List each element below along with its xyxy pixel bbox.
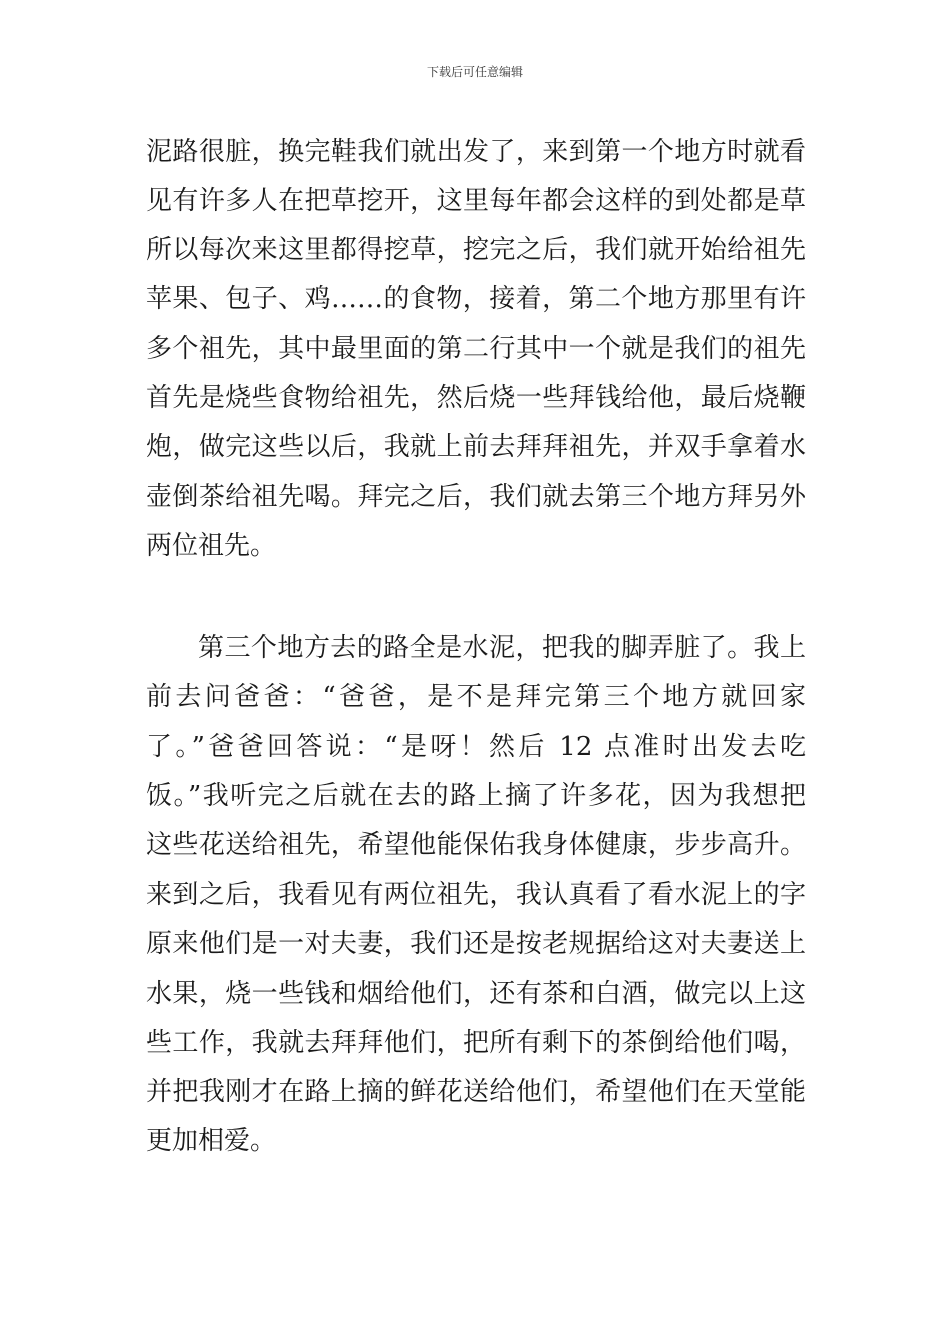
paragraph-line: 并把我刚才在路上摘的鲜花送给他们，希望他们在天堂能 <box>146 1077 806 1107</box>
paragraph-line: 来到之后，我看见有两位祖先，我认真看了看水泥上的字 <box>146 880 806 910</box>
paragraph-line: 前去问爸爸：“爸爸，是不是拜完第三个地方就回家 <box>146 682 806 712</box>
paragraph-line: 了。”爸爸回答说：“是呀！然后 12 点准时出发去吃 <box>146 732 806 762</box>
page-header: 下载后可任意编辑 <box>426 65 523 79</box>
paragraph-line: 多个祖先，其中最里面的第二行其中一个就是我们的祖先 <box>146 334 806 364</box>
paragraph-line: 更加相爱。 <box>146 1126 277 1156</box>
paragraph-line: 这些花送给祖先，希望他能保佑我身体健康，步步高升。 <box>146 830 806 860</box>
paragraph-line: 些工作，我就去拜拜他们，把所有剩下的茶倒给他们喝， <box>146 1028 806 1058</box>
paragraph-line: 泥路很脏，换完鞋我们就出发了，来到第一个地方时就看 <box>146 137 806 167</box>
paragraph-line: 原来他们是一对夫妻，我们还是按老规据给这对夫妻送上 <box>146 929 806 959</box>
paragraph-line: 见有许多人在把草挖开，这里每年都会这样的到处都是草 <box>146 186 806 216</box>
paragraph-line: 壶倒茶给祖先喝。拜完之后，我们就去第三个地方拜另外 <box>146 482 806 512</box>
paragraph-line: 首先是烧些食物给祖先，然后烧一些拜钱给他，最后烧鞭 <box>146 383 806 413</box>
paragraph-line: 所以每次来这里都得挖草，挖完之后，我们就开始给祖先 <box>146 235 806 265</box>
paragraph-line: 炮，做完这些以后，我就上前去拜拜祖先，并双手拿着水 <box>146 432 806 462</box>
paragraph-line: 两位祖先。 <box>146 531 277 561</box>
paragraph-line: 饭。”我听完之后就在去的路上摘了许多花，因为我想把 <box>146 781 806 811</box>
paragraph-line: 水果，烧一些钱和烟给他们，还有茶和白酒，做完以上这 <box>146 979 806 1009</box>
paragraph-line: 第三个地方去的路全是水泥，把我的脚弄脏了。我上 <box>198 633 806 663</box>
paragraph-line: 苹果、包子、鸡……的食物，接着，第二个地方那里有许 <box>146 284 806 314</box>
